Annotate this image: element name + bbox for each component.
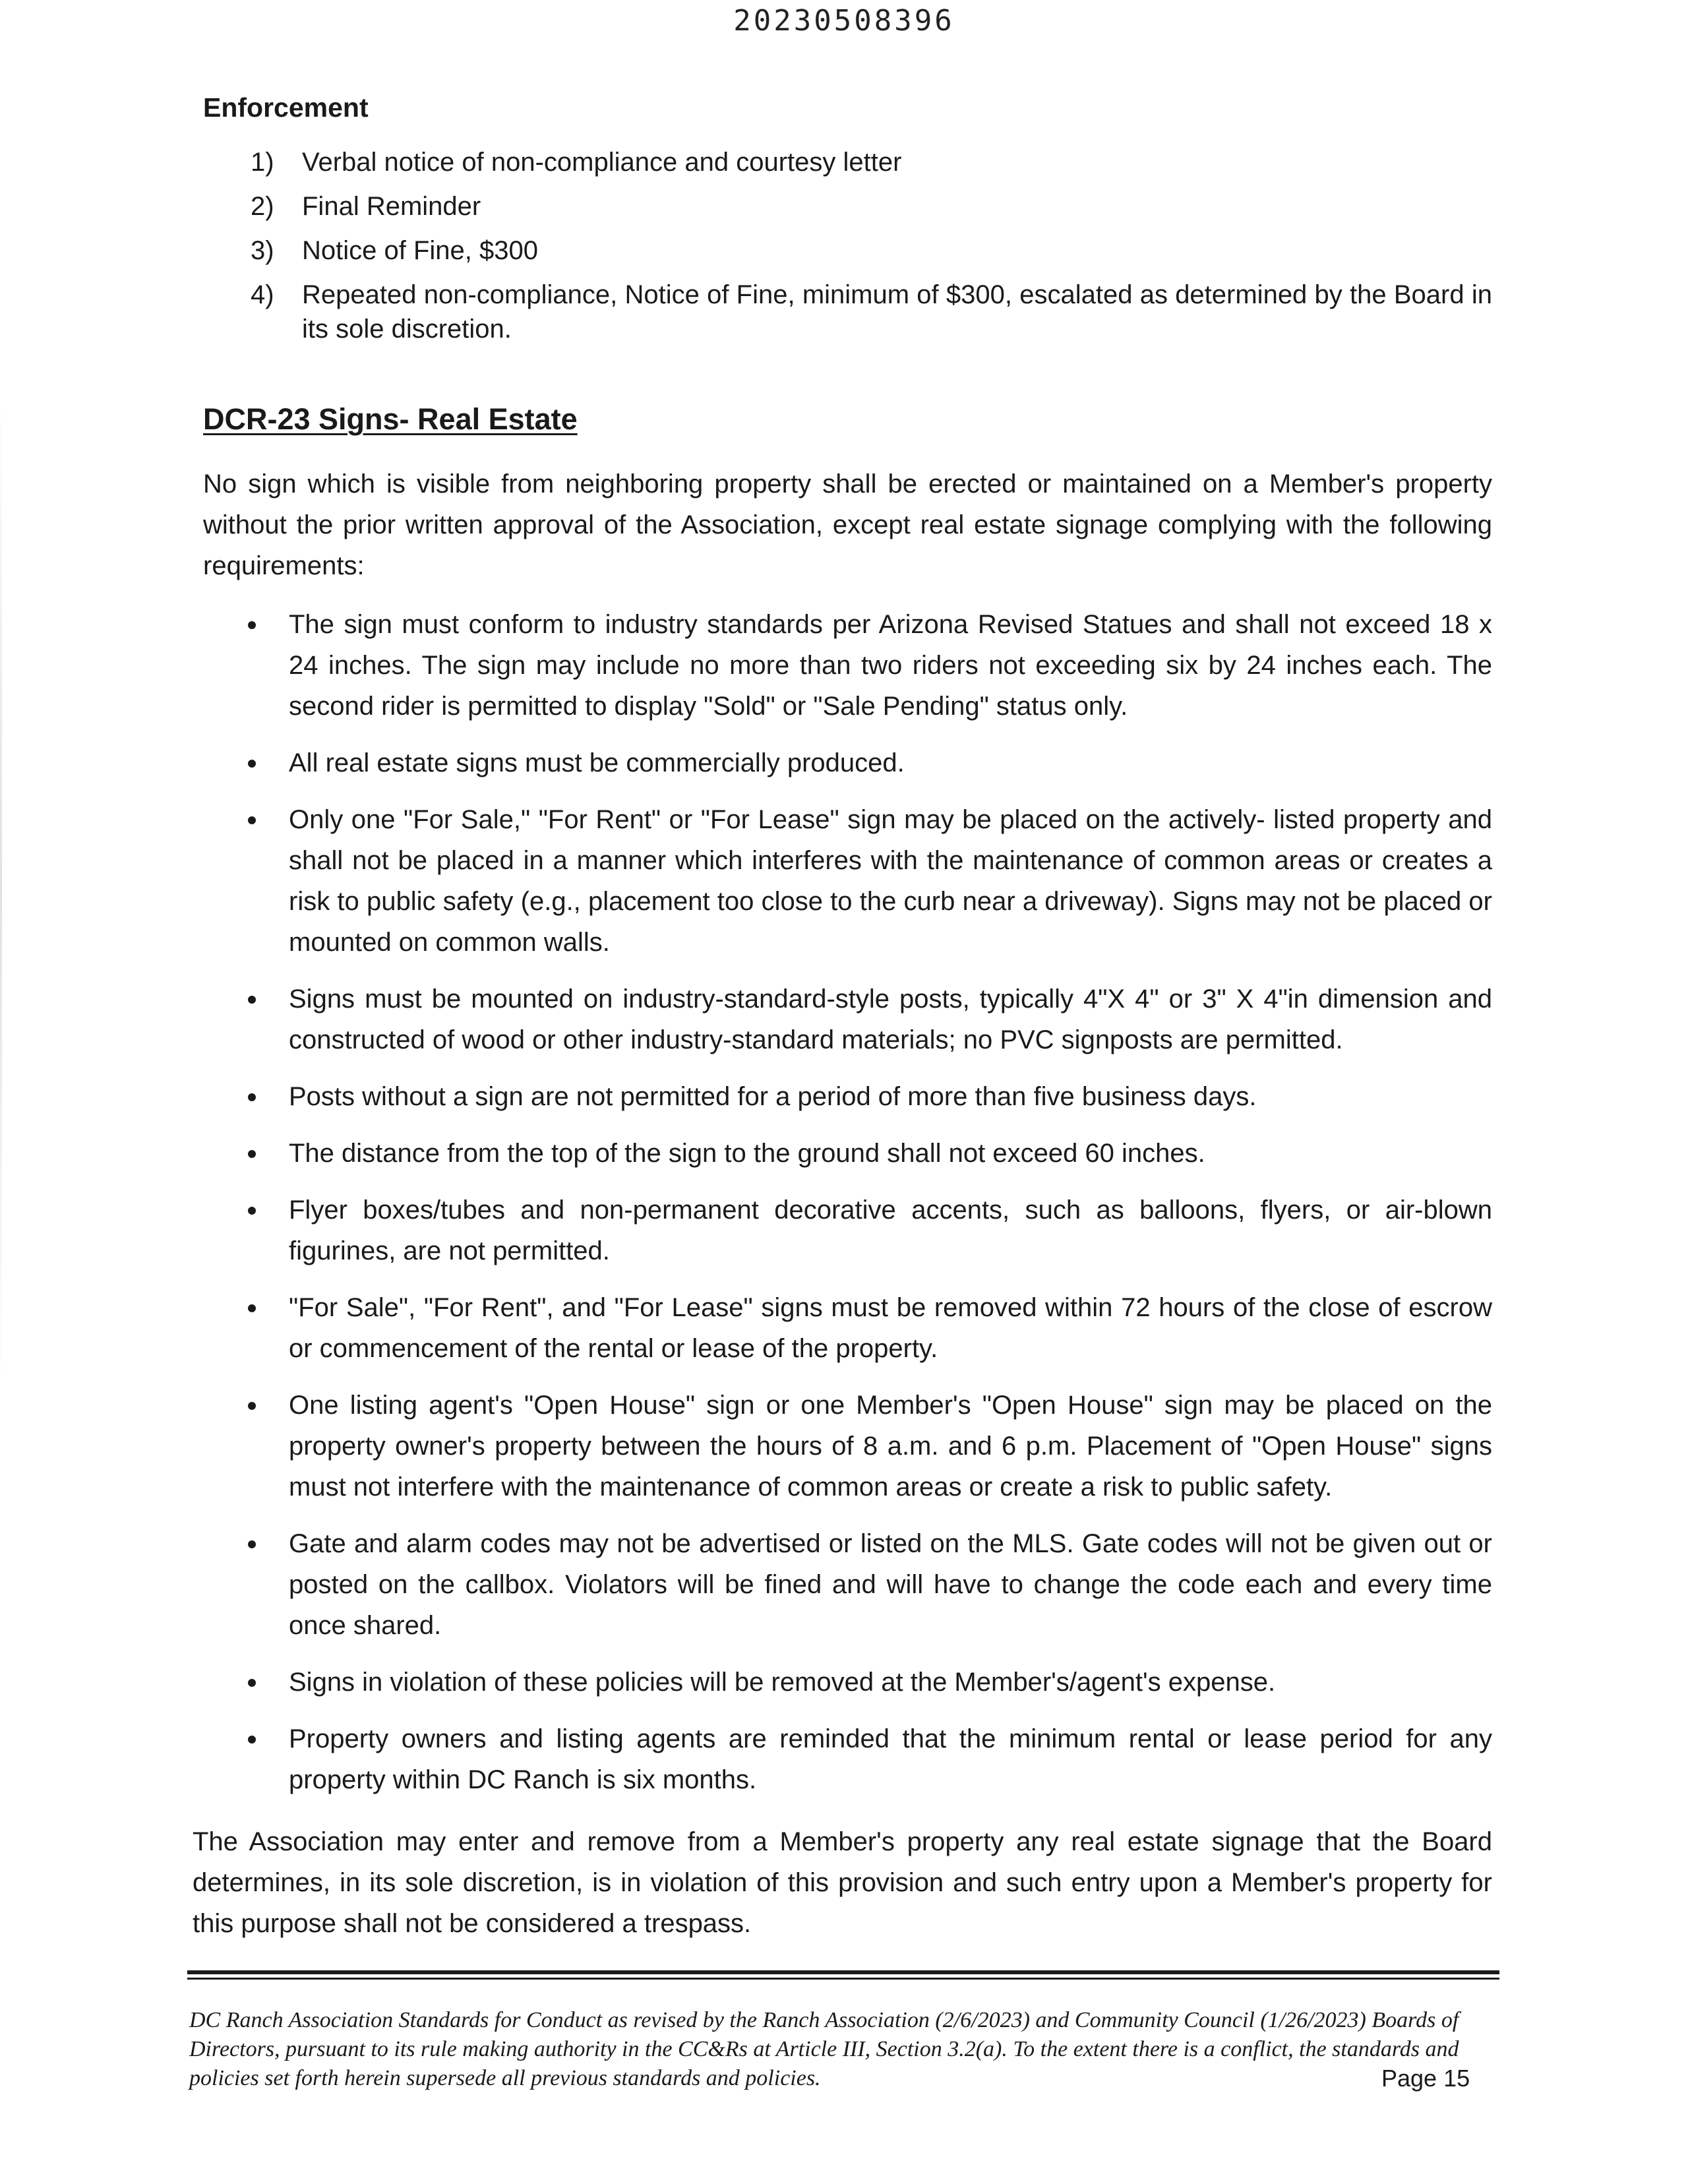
enforcement-item-number: 2) xyxy=(251,192,274,221)
requirement-text: "For Sale", "For Rent", and "For Lease" signs must be removed within 72 hours of the close of escrow or commencement of the rental or lease of the property. xyxy=(289,1293,1492,1363)
requirement-text: The distance from the top of the sign to the ground shall not exceed 60 inches. xyxy=(289,1139,1205,1168)
requirement-item xyxy=(244,1718,1492,1800)
bullet-icon xyxy=(248,1540,256,1548)
enforcement-item xyxy=(203,278,1492,346)
requirement-text: Signs in violation of these policies will be removed at the Member's/agent's expense. xyxy=(289,1668,1276,1697)
section-intro: No sign which is visible from neighboring property shall be erected or maintained on a Member's property without the prior written approval of the Association, except real estate signage complying with the following requirements: xyxy=(203,470,1492,580)
requirement-item xyxy=(244,1662,1492,1703)
requirement-item xyxy=(244,979,1492,1060)
enforcement-item xyxy=(203,189,1492,224)
enforcement-item-text: Repeated non-compliance, Notice of Fine, minimum of $300, escalated as determined by the Board in its sole discretion. xyxy=(302,280,1492,344)
requirement-text: Gate and alarm codes may not be advertised or listed on the MLS. Gate codes will not be given out or posted on the callbox. Violators will be fined and will have to change the code each and every time once shared. xyxy=(289,1529,1492,1640)
closing-paragraph: The Association may enter and remove from a Member's property any real estate signage that the Board determines, in its sole discretion, is in violation of this provision and such entry upon a Member's property for this purpose shall not be considered a trespass. xyxy=(193,1827,1492,1938)
requirement-text: One listing agent's "Open House" sign or one Member's "Open House" sign may be placed on the property owner's property between the hours of 8 a.m. and 6 p.m. Placement of "Open House" signs must not interfere with the maintenance of common areas or create a risk to public safety. xyxy=(289,1391,1492,1502)
requirement-item xyxy=(244,604,1492,727)
bullet-icon xyxy=(248,621,256,629)
enforcement-list xyxy=(203,145,1492,356)
bullet-icon xyxy=(248,1736,256,1744)
enforcement-item-text: Verbal notice of non-compliance and courtesy letter xyxy=(302,148,902,177)
requirement-item xyxy=(244,1287,1492,1369)
requirement-item xyxy=(244,743,1492,783)
scan-edge-shadow xyxy=(0,396,2,1385)
bullet-icon xyxy=(248,1679,256,1687)
footer-divider-thin xyxy=(187,1978,1499,1980)
requirement-text: Signs must be mounted on industry-standard-style posts, typically 4"X 4" or 3" X 4"in dimension and constructed of wood or other industry-standard materials; no PVC signposts are permitted. xyxy=(289,985,1492,1054)
enforcement-item xyxy=(203,233,1492,268)
section-title: DCR-23 Signs- Real Estate xyxy=(203,402,578,436)
requirement-text: Property owners and listing agents are reminded that the minimum rental or lease period for any property within DC Ranch is six months. xyxy=(289,1724,1492,1794)
requirement-text: Posts without a sign are not permitted for a period of more than five business days. xyxy=(289,1082,1257,1111)
document-number: 20230508396 xyxy=(733,4,955,38)
bullet-icon xyxy=(248,996,256,1004)
bullet-icon xyxy=(248,1207,256,1215)
enforcement-item-number: 1) xyxy=(251,148,274,177)
bullet-icon xyxy=(248,760,256,768)
requirement-item xyxy=(244,1190,1492,1271)
requirement-item xyxy=(244,1385,1492,1507)
requirement-text: Flyer boxes/tubes and non-permanent decorative accents, such as balloons, flyers, or air-blown figurines, are not permitted. xyxy=(289,1196,1492,1265)
enforcement-item-text: Final Reminder xyxy=(302,192,481,221)
enforcement-heading: Enforcement xyxy=(203,92,369,123)
footer-note: DC Ranch Association Standards for Conduct as revised by the Ranch Association (2/6/2023) and Community Council (1/26/2023) Boards of Directors, pursuant to its rule making authority in the CC&Rs at Article III, Section 3.2(a). To the extent there is a conflict, the standards and policies set forth herein supersede all previous standards and policies. xyxy=(189,2008,1459,2090)
requirements-list xyxy=(244,604,1492,1816)
bullet-icon xyxy=(248,1304,256,1312)
requirement-item xyxy=(244,1133,1492,1174)
requirement-text: Only one "For Sale," "For Rent" or "For Lease" sign may be placed on the actively- listed property and shall not be placed in a manner which interferes with the maintenance of common areas or creates a risk to public safety (e.g., placement too close to the curb near a driveway). Signs may not be placed or mounted on common walls. xyxy=(289,805,1492,957)
bullet-icon xyxy=(248,1150,256,1158)
requirement-text: All real estate signs must be commercially produced. xyxy=(289,748,905,777)
requirement-text: The sign must conform to industry standards per Arizona Revised Statues and shall not exceed 18 x 24 inches. The sign may include no more than two riders not exceeding six by 24 inches each. The second rider is permitted to display "Sold" or "Sale Pending" status only. xyxy=(289,610,1492,721)
bullet-icon xyxy=(248,816,256,824)
enforcement-item-number: 4) xyxy=(251,280,274,309)
footer-divider-thick xyxy=(187,1970,1499,1974)
requirement-item xyxy=(244,1523,1492,1646)
requirement-item xyxy=(244,799,1492,963)
enforcement-item-text: Notice of Fine, $300 xyxy=(302,236,538,265)
bullet-icon xyxy=(248,1093,256,1101)
requirement-item xyxy=(244,1076,1492,1117)
bullet-icon xyxy=(248,1402,256,1410)
enforcement-item xyxy=(203,145,1492,179)
enforcement-item-number: 3) xyxy=(251,236,274,265)
page-number: Page 15 xyxy=(1381,2065,1470,2092)
